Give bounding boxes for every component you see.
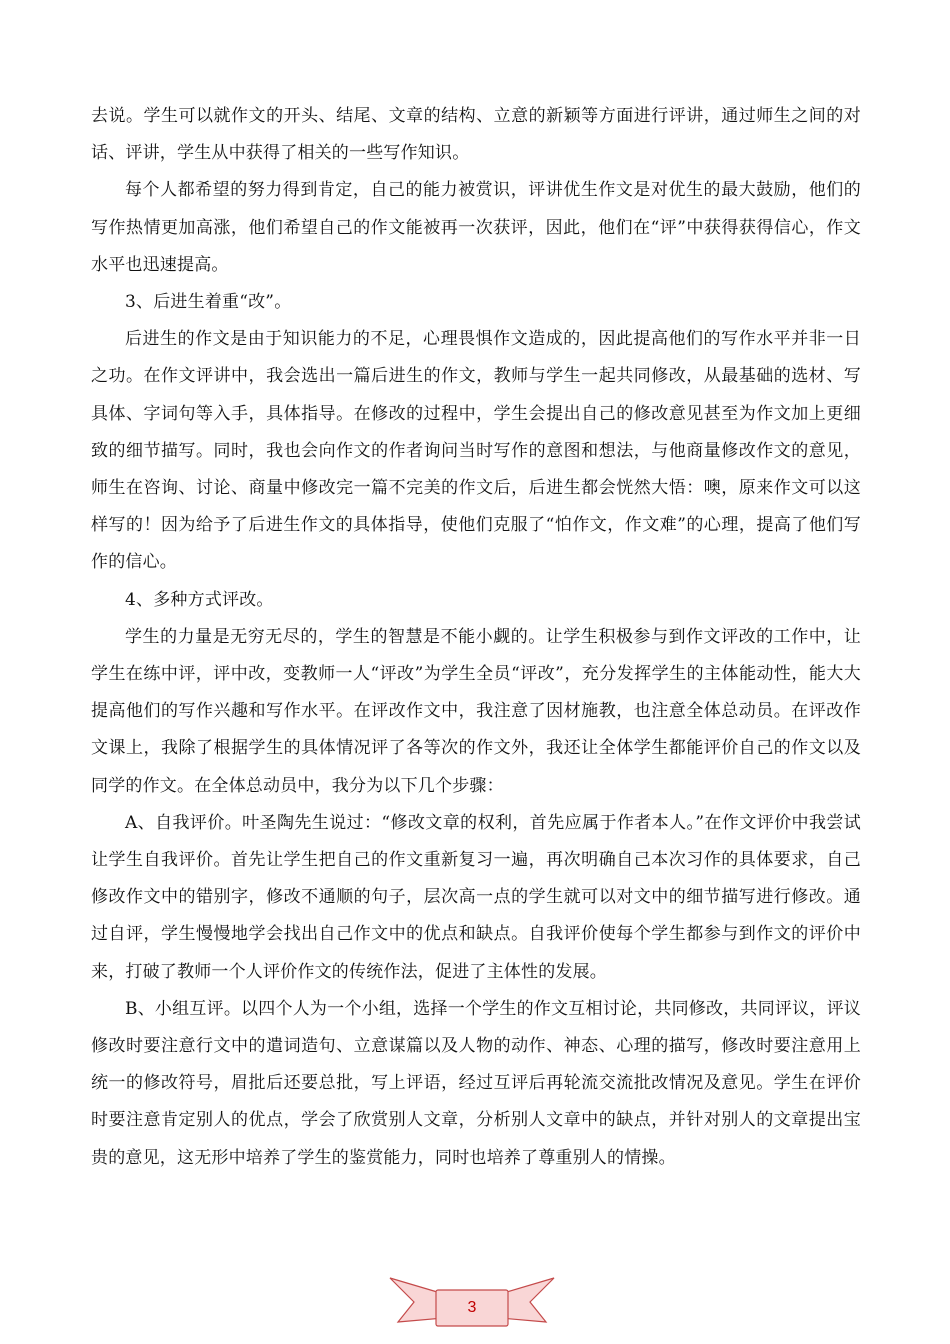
heading-3: 3、后进生着重“改”。 bbox=[125, 292, 292, 313]
paragraph-1: 去说。学生可以就作文的开头、结尾、文章的结构、立意的新颖等方面进行评讲，通过师生之间的对话、评讲，学生从中获得了相关的一些写作知识。 bbox=[91, 106, 861, 164]
paragraph-8: B、小组互评。以四个人为一个小组，选择一个学生的作文互相讨论，共同修改，共同评议，评议修改时要注意行文中的遣词造句、立意谋篇以及人物的动作、神态、心理的描写，修改时要注意用上统一的修改符号，眉批后还要总批，写上评语，经过互评后再轮流交流批改情况及意见。学生在评价时要注意肯定别人的优点，学会了欣赏别人文章，分析别人文章中的缺点，并针对别人的文章提出宝贵的意见，这无形中培养了学生的鉴赏能力，同时也培养了尊重别人的情操。 bbox=[91, 998, 861, 1168]
page-footer bbox=[382, 1272, 562, 1338]
paragraph-7: A、自我评价。叶圣陶先生说过：“修改文章的权利，首先应属于作者本人。”在作文评价中我尝试让学生自我评价。首先让学生把自己的作文重新复习一遍，再次明确自己本次习作的具体要求，自己修改作文中的错别字，修改不通顺的句子，层次高一点的学生就可以对文中的细节描写进行修改。通过自评，学生慢慢地学会找出自己作文中的优点和缺点。自我评价使每个学生都参与到作文的评价中来，打破了教师一个人评价作文的传统作法，促进了主体性的发展。 bbox=[91, 812, 861, 982]
paragraph-2: 每个人都希望的努力得到肯定，自己的能力被赏识，评讲优生作文是对优生的最大鼓励，他们的写作热情更加高涨，他们希望自己的作文能被再一次获评，因此，他们在“评”中获得获得信心，作文水平也迅速提高。 bbox=[91, 180, 861, 275]
paragraph-4: 后进生的作文是由于知识能力的不足，心理畏惧作文造成的，因此提高他们的写作水平并非一日之功。在作文评讲中，我会选出一篇后进生的作文，教师与学生一起共同修改，从最基础的选材、写具体、字词句等入手，具体指导。在修改的过程中，学生会提出自己的修改意见甚至为作文加上更细致的细节描写。同时，我也会向作文的作者询问当时写作的意图和想法，与他商量修改作文的意见，师生在咨询、讨论、商量中修改完一篇不完美的作文后，后进生都会恍然大悟：噢，原来作文可以这样写的！因为给予了后进生作文的具体指导，使他们克服了“怕作文，作文难”的心理，提高了他们写作的信心。 bbox=[91, 329, 861, 573]
document-body bbox=[91, 98, 861, 1177]
heading-5: 4、多种方式评改。 bbox=[125, 589, 274, 610]
page-number: 3 bbox=[467, 1299, 477, 1316]
paragraph-6: 学生的力量是无穷无尽的，学生的智慧是不能小觑的。让学生积极参与到作文评改的工作中，让学生在练中评，评中改，变教师一人“评改”为学生全员“评改”，充分发挥学生的主体能动性，能大大提高他们的写作兴趣和写作水平。在评改作文中，我注意了因材施教，也注意全体总动员。在评改作文课上，我除了根据学生的具体情况评了各等次的作文外，我还让全体学生都能评价自己的作文以及同学的作文。在全体总动员中，我分为以下几个步骤： bbox=[91, 626, 861, 796]
